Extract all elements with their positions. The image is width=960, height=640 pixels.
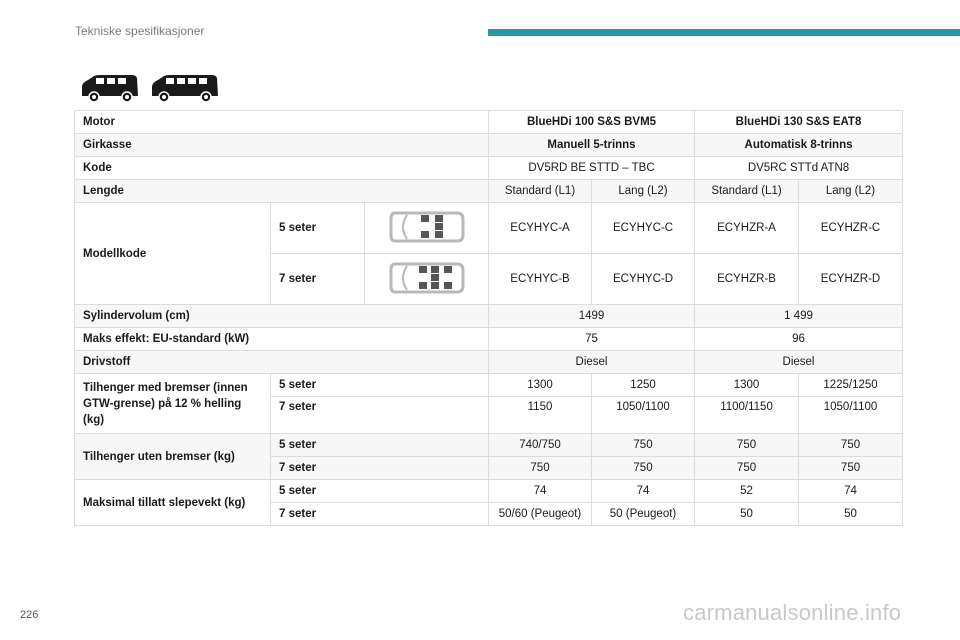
value-modellkode-7-1: ECYHYC-B	[489, 254, 592, 305]
seats-5-tilhenger-uten: 5 seter	[271, 434, 489, 457]
seats-7-modellkode: 7 seter	[271, 254, 365, 305]
van-long-icon	[152, 75, 218, 102]
label-slepevekt: Maksimal tillatt slepevekt (kg)	[75, 480, 271, 526]
label-effekt: Maks effekt: EU-standard (kW)	[75, 328, 489, 351]
van-standard-icon	[82, 75, 138, 102]
value-modellkode-5-4: ECYHZR-C	[799, 203, 903, 254]
value-motor-2: BlueHDi 130 S&S EAT8	[695, 111, 903, 134]
value-tilhenger-med-5-1: 1300	[489, 374, 592, 397]
value-tilhenger-uten-7-3: 750	[695, 457, 799, 480]
value-slepevekt-7-3: 50	[695, 503, 799, 526]
value-effekt-1: 75	[489, 328, 695, 351]
spec-table	[74, 110, 903, 526]
seats-5-slepevekt: 5 seter	[271, 480, 489, 503]
value-motor-1: BlueHDi 100 S&S BVM5	[489, 111, 695, 134]
seat-layout-7-cell	[365, 254, 489, 305]
row-modellkode-5	[75, 203, 903, 254]
seat-layout-7-icon	[387, 258, 467, 298]
value-modellkode-5-2: ECYHYC-C	[592, 203, 695, 254]
value-lengde-4: Lang (L2)	[799, 180, 903, 203]
value-kode-1: DV5RD BE STTD – TBC	[489, 157, 695, 180]
row-lengde	[75, 180, 903, 203]
value-slepevekt-5-3: 52	[695, 480, 799, 503]
row-motor	[75, 111, 903, 134]
value-tilhenger-uten-5-4: 750	[799, 434, 903, 457]
seat-layout-5-icon	[387, 207, 467, 247]
label-sylinder: Sylindervolum (cm)	[75, 305, 489, 328]
value-slepevekt-7-4: 50	[799, 503, 903, 526]
value-sylinder-2: 1 499	[695, 305, 903, 328]
value-tilhenger-med-7-2: 1050/1100	[592, 397, 695, 434]
page-number: 226	[20, 609, 39, 621]
watermark-text: carmanualsonline.info	[683, 600, 902, 625]
page-header-title: Tekniske spesifikasjoner	[75, 24, 205, 38]
value-modellkode-5-1: ECYHYC-A	[489, 203, 592, 254]
value-lengde-1: Standard (L1)	[489, 180, 592, 203]
seats-7-slepevekt: 7 seter	[271, 503, 489, 526]
value-tilhenger-med-5-3: 1300	[695, 374, 799, 397]
row-girkasse	[75, 134, 903, 157]
value-slepevekt-7-2: 50 (Peugeot)	[592, 503, 695, 526]
row-slepevekt-5	[75, 480, 903, 503]
value-modellkode-5-3: ECYHZR-A	[695, 203, 799, 254]
seat-layout-5-cell	[365, 203, 489, 254]
label-tilhenger-uten: Tilhenger uten bremser (kg)	[75, 434, 271, 480]
value-modellkode-7-4: ECYHZR-D	[799, 254, 903, 305]
seats-7-tilhenger-uten: 7 seter	[271, 457, 489, 480]
row-tilhenger-uten-5	[75, 434, 903, 457]
label-motor: Motor	[75, 111, 489, 134]
row-kode	[75, 157, 903, 180]
value-slepevekt-5-1: 74	[489, 480, 592, 503]
row-sylinder	[75, 305, 903, 328]
label-lengde: Lengde	[75, 180, 489, 203]
label-drivstoff: Drivstoff	[75, 351, 489, 374]
value-lengde-2: Lang (L2)	[592, 180, 695, 203]
value-girkasse-2: Automatisk 8-trinns	[695, 134, 903, 157]
label-girkasse: Girkasse	[75, 134, 489, 157]
value-slepevekt-5-4: 74	[799, 480, 903, 503]
seats-5-modellkode: 5 seter	[271, 203, 365, 254]
value-girkasse-1: Manuell 5-trinns	[489, 134, 695, 157]
row-drivstoff	[75, 351, 903, 374]
vehicle-icons	[80, 72, 220, 104]
value-slepevekt-7-1: 50/60 (Peugeot)	[489, 503, 592, 526]
value-drivstoff-2: Diesel	[695, 351, 903, 374]
value-modellkode-7-2: ECYHYC-D	[592, 254, 695, 305]
value-effekt-2: 96	[695, 328, 903, 351]
value-slepevekt-5-2: 74	[592, 480, 695, 503]
value-tilhenger-med-5-4: 1225/1250	[799, 374, 903, 397]
value-tilhenger-uten-7-4: 750	[799, 457, 903, 480]
row-effekt	[75, 328, 903, 351]
value-tilhenger-uten-5-3: 750	[695, 434, 799, 457]
value-tilhenger-uten-5-1: 740/750	[489, 434, 592, 457]
header-accent-bar	[488, 29, 960, 36]
value-tilhenger-med-5-2: 1250	[592, 374, 695, 397]
value-drivstoff-1: Diesel	[489, 351, 695, 374]
seats-5-tilhenger-med: 5 seter	[271, 374, 489, 397]
seats-7-tilhenger-med: 7 seter	[271, 397, 489, 434]
value-tilhenger-med-7-3: 1100/1150	[695, 397, 799, 434]
label-modellkode: Modellkode	[75, 203, 271, 305]
value-tilhenger-uten-7-1: 750	[489, 457, 592, 480]
value-modellkode-7-3: ECYHZR-B	[695, 254, 799, 305]
value-tilhenger-uten-5-2: 750	[592, 434, 695, 457]
row-tilhenger-med-5	[75, 374, 903, 397]
value-tilhenger-med-7-1: 1150	[489, 397, 592, 434]
label-tilhenger-med: Tilhenger med bremser (innen GTW-grense) på 12 % helling (kg)	[75, 374, 271, 434]
value-lengde-3: Standard (L1)	[695, 180, 799, 203]
value-tilhenger-uten-7-2: 750	[592, 457, 695, 480]
label-kode: Kode	[75, 157, 489, 180]
value-sylinder-1: 1499	[489, 305, 695, 328]
value-tilhenger-med-7-4: 1050/1100	[799, 397, 903, 434]
value-kode-2: DV5RC STTd ATN8	[695, 157, 903, 180]
